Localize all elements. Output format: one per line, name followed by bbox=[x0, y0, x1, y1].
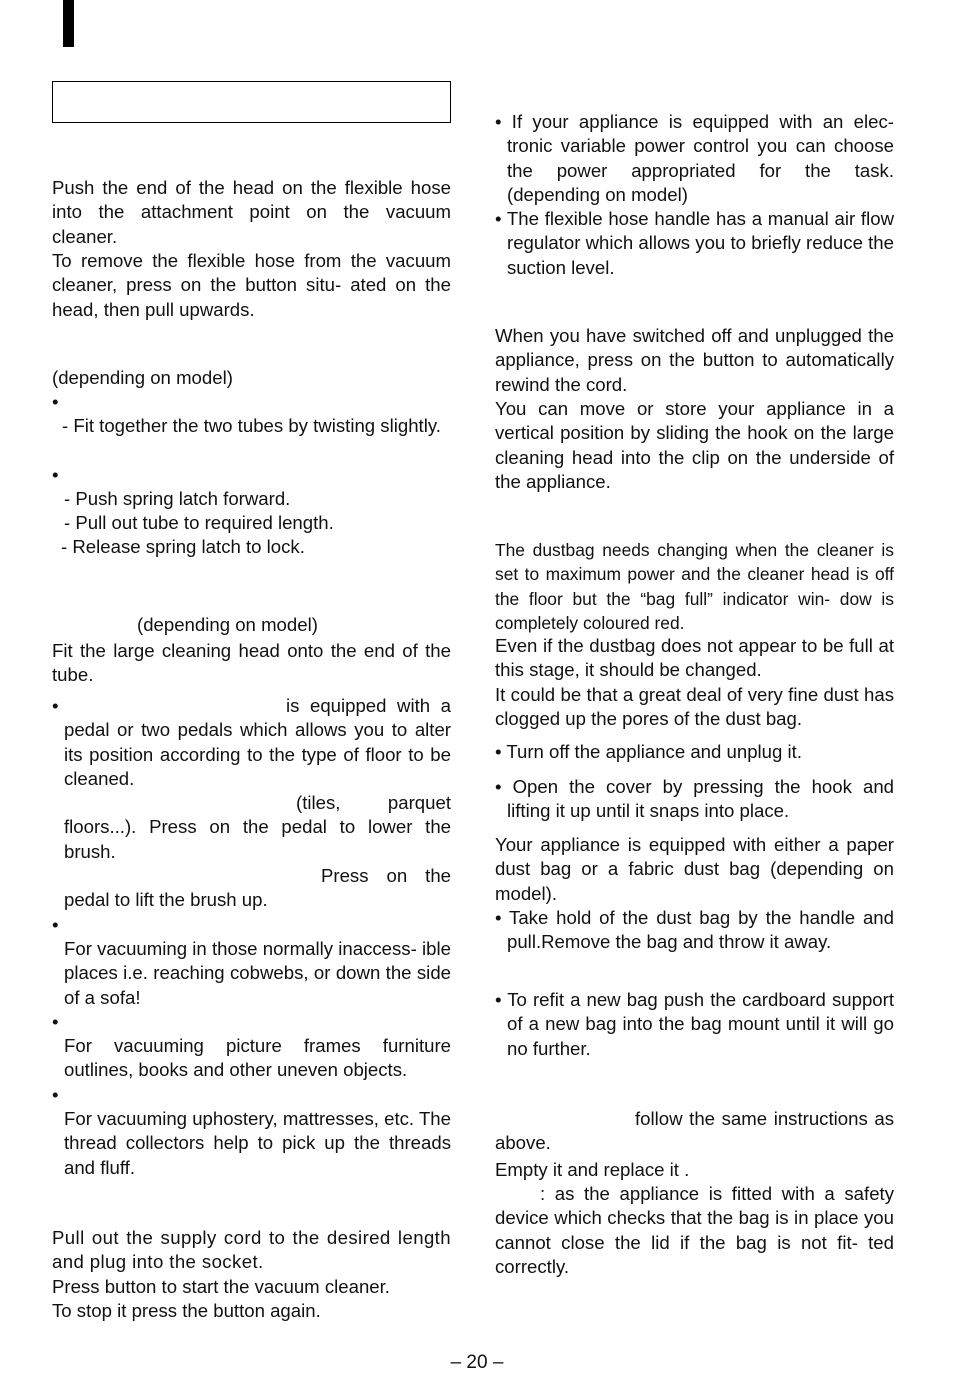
power-control-text: • If your appliance is equipped with an elec- tronic variable power control you can choose the power appropriated for the task. (depending on model) bbox=[495, 111, 894, 205]
hose-remove-text: To remove the flexible hose from the vacuum cleaner, press on the button situ- ated on the head, then pull upwards. bbox=[52, 250, 451, 320]
telescopic-step-3: - Release spring latch to lock. bbox=[61, 536, 305, 557]
hose-attach-text: Push the end of the head on the flexible hose into the attachment point on the vacuum cleaner. bbox=[52, 177, 451, 247]
unplug-step-text: • Turn off the appliance and unplug it. bbox=[495, 741, 802, 762]
head-model-note: (depending on model) bbox=[137, 614, 318, 635]
bullet-marker: • bbox=[52, 914, 59, 935]
bullet-marker: • bbox=[52, 464, 59, 485]
safety-device-text: : as the appliance is fitted with a safety device which checks that the bag is in place you cannot close the lid if the bag is not fit- ted correctly. bbox=[495, 1183, 894, 1277]
open-cover-text: • Open the cover by pressing the hook and lifting it up until it snaps into place. bbox=[495, 776, 894, 822]
tubes-twist-text: - Fit together the two tubes by twisting slightly. bbox=[62, 415, 441, 436]
storage-position-text: You can move or store your appliance in a vertical position by sliding the hook on the large cleaning head into the clip on the underside of the appliance. bbox=[495, 398, 894, 492]
refit-bag-text: • To refit a new bag push the cardboard support of a new bag into the bag mount until it will go no further. bbox=[495, 989, 894, 1059]
stop-button-text: To stop it press the button again. bbox=[52, 1300, 321, 1321]
upholstery-tool-text: For vacuuming uphostery, mattresses, etc. The thread collectors help to pick up the threads and fluff. bbox=[64, 1108, 451, 1178]
supply-cord-text: Pull out the supply cord to the desired length and plug into the socket. bbox=[52, 1227, 451, 1273]
corner-tab-marker bbox=[63, 0, 74, 47]
head-fit-text: Fit the large cleaning head onto the end of the tube. bbox=[52, 640, 451, 686]
telescopic-step-1: - Push spring latch forward. bbox=[64, 488, 291, 509]
empty-replace-text: Empty it and replace it . bbox=[495, 1159, 690, 1180]
brush-lift-text: Press on the pedal to lift the brush up. bbox=[64, 865, 451, 911]
airflow-regulator-text: • The flexible hose handle has a manual air flow regulator which allows you to briefly reduce the suction level. bbox=[495, 208, 894, 278]
remove-bag-text: • Take hold of the dust bag by the handle and pull.Remove the bag and throw it away. bbox=[495, 907, 894, 953]
bullet-marker: • bbox=[52, 391, 59, 412]
bullet-marker: • bbox=[52, 1084, 59, 1105]
bullet-marker: • bbox=[52, 1011, 59, 1032]
cord-rewind-text: When you have switched off and unplugged the appliance, press on the button to automatically rewind the cord. bbox=[495, 325, 894, 395]
section-title-box bbox=[52, 81, 451, 123]
page-number: – 20 – bbox=[450, 1352, 504, 1373]
dusting-brush-text: For vacuuming picture frames furniture outlines, books and other uneven objects. bbox=[64, 1035, 451, 1081]
bullet-marker: • bbox=[52, 695, 59, 716]
dustbag-indicator-text: The dustbag needs changing when the cleaner is set to maximum power and the cleaner head is off the floor but the “bag full” indicator win- dow is completely coloured red. bbox=[495, 540, 894, 633]
brush-lower-text: (tiles, parquet floors...). Press on the pedal to lower the brush. bbox=[64, 792, 451, 862]
fabric-bag-text: follow the same instructions as above. bbox=[495, 1108, 894, 1154]
bag-type-text: Your appliance is equipped with either a paper dust bag or a fabric dust bag (depending on model). bbox=[495, 834, 894, 904]
dustbag-change-text: Even if the dustbag does not appear to be full at this stage, it should be changed. bbox=[495, 635, 894, 681]
fine-dust-text: It could be that a great deal of very fine dust has clogged up the pores of the dust bag. bbox=[495, 684, 894, 730]
telescopic-step-2: - Pull out tube to required length. bbox=[64, 512, 334, 533]
head-pedal-text: is equipped with a pedal or two pedals which allows you to alter its position according to the type of floor to be cleaned. bbox=[64, 695, 451, 789]
tubes-model-note: (depending on model) bbox=[52, 367, 233, 388]
start-button-text: Press button to start the vacuum cleaner. bbox=[52, 1276, 390, 1297]
crevice-tool-text: For vacuuming in those normally inaccess- ible places i.e. reaching cobwebs, or down the side of a sofa! bbox=[64, 938, 451, 1008]
